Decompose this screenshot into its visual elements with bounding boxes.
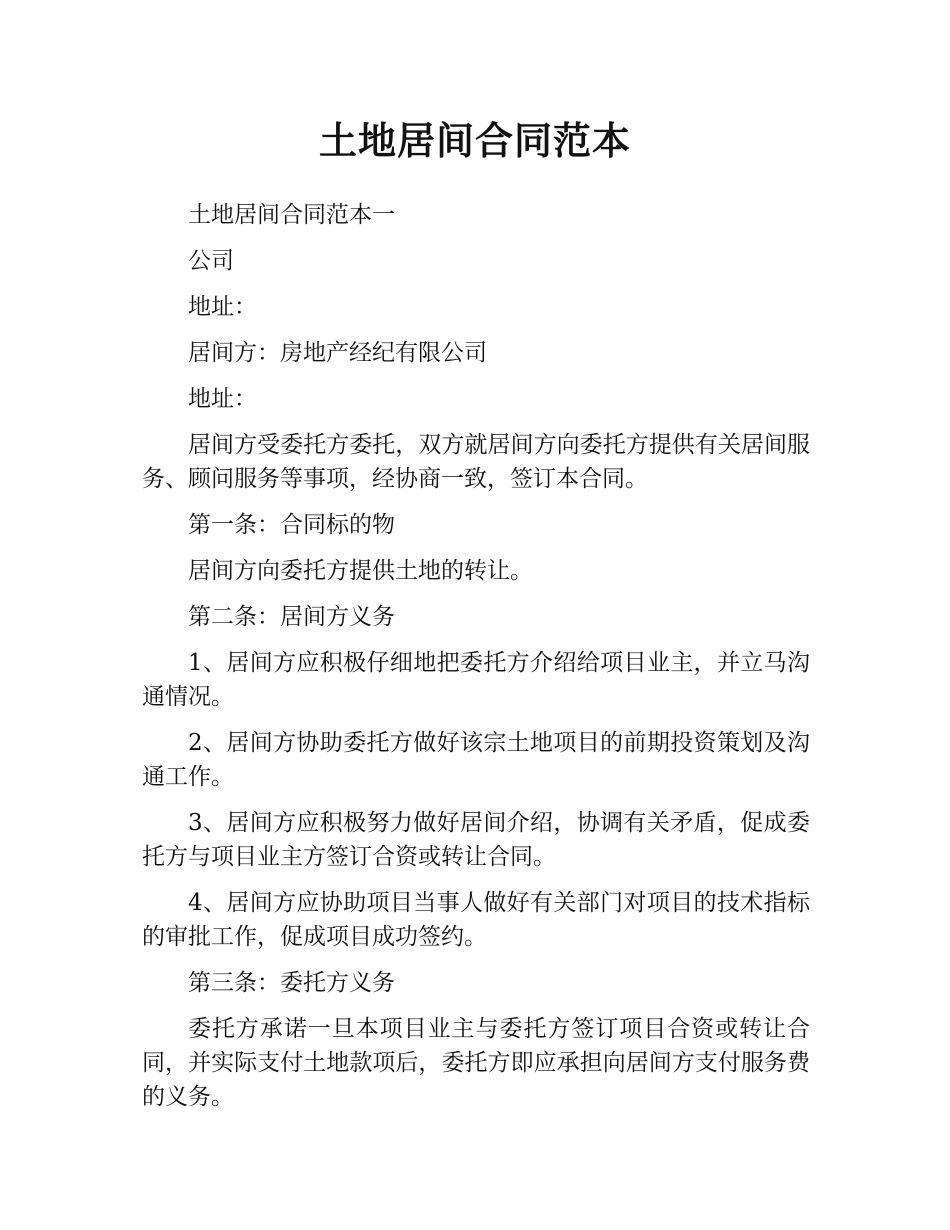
- party-address: 地址：: [188, 294, 257, 320]
- intermediary-address: 地址：: [188, 386, 257, 412]
- document-body: [142, 198, 810, 1126]
- party-company: 公司: [188, 248, 234, 274]
- article-2-item-1: 1、居间方应积极仔细地把委托方介绍给项目业主，并立马沟通情况。: [142, 650, 810, 710]
- article-1-text: 居间方向委托方提供土地的转让。: [188, 558, 533, 584]
- preamble-paragraph: 居间方受委托方委托，双方就居间方向委托方提供有关居间服务、顾问服务等事项，经协商一致，签订本合同。: [142, 432, 810, 492]
- article-3-text: 委托方承诺一旦本项目业主与委托方签订项目合资或转让合同，并实际支付土地款项后，委托方即应承担向居间方支付服务费的义务。: [142, 1016, 810, 1110]
- document-title: 土地居间合同范本: [318, 119, 631, 163]
- article-2-item-2: 2、居间方协助委托方做好该宗土地项目的前期投资策划及沟通工作。: [142, 730, 810, 790]
- article-2-heading: 第二条：居间方义务: [188, 604, 395, 630]
- article-3-heading: 第三条：委托方义务: [188, 970, 395, 996]
- intermediary-party: 居间方：房地产经纪有限公司: [188, 340, 487, 366]
- subtitle: 土地居间合同范本一: [188, 202, 395, 228]
- article-1-heading: 第一条：合同标的物: [188, 512, 395, 538]
- article-2-item-3: 3、居间方应积极努力做好居间介绍，协调有关矛盾，促成委托方与项目业主方签订合资或转让合同。: [142, 810, 810, 870]
- article-2-item-4: 4、居间方应协助项目当事人做好有关部门对项目的技术指标的审批工作，促成项目成功签约。: [142, 890, 810, 950]
